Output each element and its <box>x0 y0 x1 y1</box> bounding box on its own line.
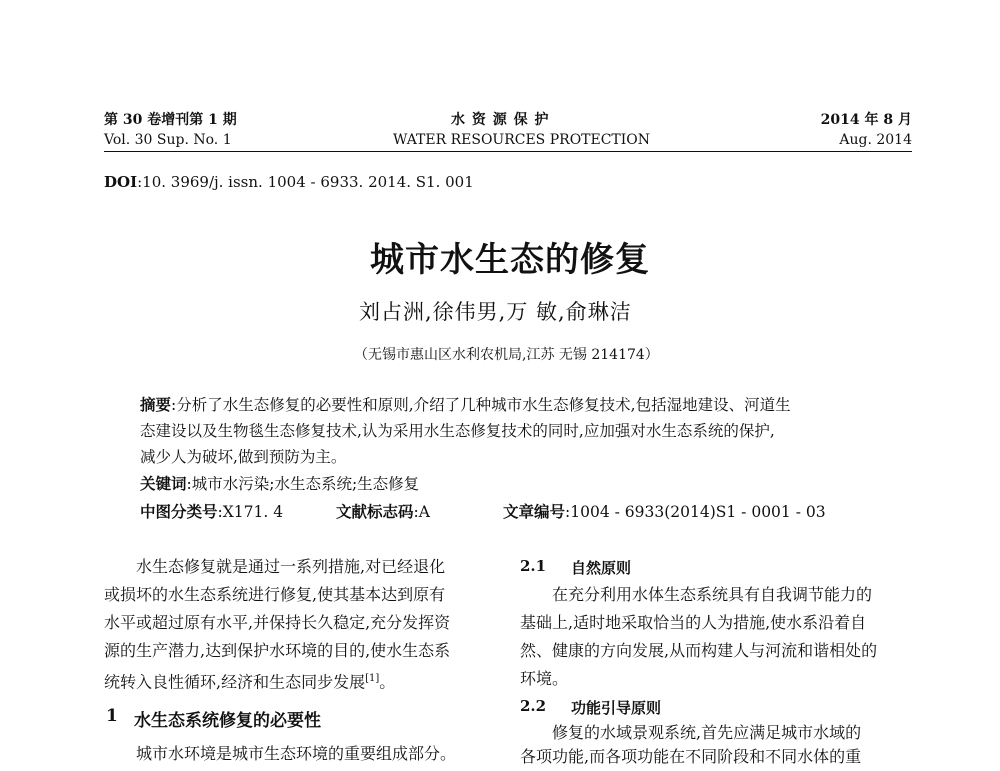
intro-line-3: 水平或超过原有水平,并保持长久稳定,充分发挥资 <box>104 613 451 632</box>
section-2-1-title: 自然原则 <box>571 559 632 577</box>
paper-title: 城市水生态的修复 <box>370 240 650 280</box>
sec21-line-2: 基础上,适时地采取恰当的人为措施,使水系沿着自 <box>520 613 867 632</box>
sec21-line-3: 然、健康的方向发展,从而构建人与河流和谐相处的 <box>520 641 878 660</box>
abstract-text-1: :分析了水生态修复的必要性和原则,介绍了几种城市水生态修复技术,包括湿地建设、河道生 <box>171 396 791 414</box>
header-journal-cn: 水 资 源 保 护 <box>451 112 550 128</box>
keywords-value: :城市水污染;水生态系统;生态修复 <box>186 475 420 493</box>
sec21-line-1: 在充分利用水体生态系统具有自我调节能力的 <box>552 585 873 604</box>
header-date-cn: 2014 年 8 月 <box>820 112 912 128</box>
paper-affiliation: （无锡市惠山区水利农机局,江苏 无锡 214174） <box>354 347 659 363</box>
article-number-field <box>503 500 826 524</box>
intro-text-5: 统转入良性循环,经济和生态同步发展 <box>104 672 366 692</box>
paper-authors: 刘占洲,徐伟男,万 敏,俞琳洁 <box>359 300 632 324</box>
citation-ref: [1] <box>365 673 380 684</box>
header-date-en: Aug. 2014 <box>839 132 912 148</box>
abstract-label: 摘要 <box>140 395 172 414</box>
doc-code-value: :A <box>413 503 430 521</box>
clc-label: 中图分类号 <box>140 502 218 521</box>
doc-code-label: 文献标志码 <box>336 502 414 521</box>
intro-line-4: 源的生产潜力,达到保护水环境的目的,使水生态系 <box>104 641 451 660</box>
abstract-line-3: 减少人为破坏,做到预防为主。 <box>140 448 347 466</box>
sec22-line-2: 各项功能,而各项功能在不同阶段和不同水体的重 <box>520 747 862 766</box>
section-1-number: 1 <box>106 706 118 726</box>
header-rule <box>104 151 912 152</box>
doi-line <box>104 173 474 191</box>
keywords-label: 关键词 <box>140 474 187 493</box>
intro-line-2: 或损坏的水生态系统进行修复,使其基本达到原有 <box>104 585 446 604</box>
article-number-label: 文章编号 <box>503 502 566 521</box>
clc-value: :X171. 4 <box>217 503 284 521</box>
intro-line-1: 水生态修复就是通过一系列措施,对已经退化 <box>136 557 446 576</box>
doi-label: DOI <box>104 173 138 191</box>
header-volume-cn: 第 30 卷增刊第 1 期 <box>104 112 237 128</box>
intro-end: 。 <box>379 672 396 692</box>
article-number-value: :1004 - 6933(2014)S1 - 0001 - 03 <box>565 503 826 521</box>
section-1-title: 水生态系统修复的必要性 <box>134 711 321 731</box>
keywords-line <box>140 472 419 496</box>
abstract-line-2: 态建设以及生物毯生态修复技术,认为采用水生态修复技术的同时,应加强对水生态系统的保护, <box>140 422 775 440</box>
section-2-2-title: 功能引导原则 <box>571 699 662 717</box>
doi-value: :10. 3969/j. issn. 1004 - 6933. 2014. S1. 001 <box>137 173 474 191</box>
doc-code-field <box>336 500 430 524</box>
header-journal-en: WATER RESOURCES PROTECTION <box>393 132 651 148</box>
intro-line-5 <box>104 665 395 696</box>
section-2-1-number: 2.1 <box>520 557 547 575</box>
section-2-2-number: 2.2 <box>520 697 547 715</box>
sec22-line-1: 修复的水域景观系统,首先应满足城市水域的 <box>552 723 862 742</box>
clc-field <box>140 500 283 524</box>
section-1-line: 城市水环境是城市生态环境的重要组成部分。 <box>136 744 457 763</box>
abstract-line-1 <box>140 393 791 417</box>
sec21-line-4: 环境。 <box>520 669 569 688</box>
header-volume-en: Vol. 30 Sup. No. 1 <box>104 132 232 148</box>
